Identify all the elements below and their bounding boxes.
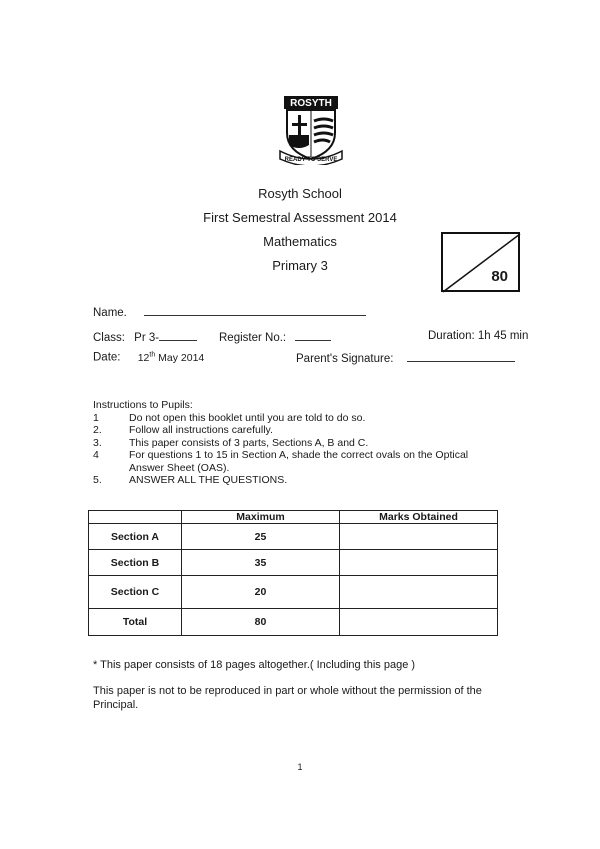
max-cell: 35: [182, 550, 340, 576]
instructions-heading: Instructions to Pupils:: [93, 399, 193, 411]
table-row: [89, 550, 498, 576]
signature-field[interactable]: [407, 351, 515, 362]
score-box-diagonal: [443, 234, 522, 294]
score-box-total: 80: [491, 268, 508, 285]
instruction-item: 4 For questions 1 to 15 in Section A, shade the correct ovals on the Optical Answer Sheet (OAS).: [93, 449, 469, 474]
instruction-item: 3. This paper consists of 3 parts, Sections A, B and C.: [93, 436, 369, 449]
name-field[interactable]: [144, 305, 366, 316]
page-number: 1: [297, 762, 303, 772]
date-row: [93, 351, 204, 364]
max-cell: 25: [182, 524, 340, 550]
pages-note: * This paper consists of 18 pages altogether.( Including this page ): [93, 659, 416, 671]
date-day: 12: [137, 351, 150, 364]
signature-row: [296, 351, 515, 365]
section-cell: Total: [89, 609, 182, 636]
assessment-title: First Semestral Assessment 2014: [203, 210, 397, 225]
max-cell: 80: [182, 609, 340, 636]
score-box: [441, 232, 520, 292]
section-cell: Section A: [89, 524, 182, 550]
table-header: Maximum: [182, 511, 340, 524]
level-title: Primary 3: [272, 258, 328, 273]
duration-label: Duration:: [428, 330, 475, 342]
date-suffix: th: [149, 351, 156, 358]
class-row: [93, 330, 197, 344]
date-label: Date:: [93, 351, 121, 364]
duration-row: [428, 330, 528, 342]
name-row: [93, 305, 366, 319]
table-header: Marks Obtained: [340, 511, 498, 524]
register-row: [219, 330, 331, 344]
crest-banner-bottom: READY TO SERVE: [284, 157, 338, 163]
class-field[interactable]: [159, 330, 197, 341]
instruction-item: 2. Follow all instructions carefully.: [93, 424, 273, 436]
school-name: Rosyth School: [258, 186, 342, 201]
signature-label: Parent's Signature:: [296, 353, 394, 365]
instructions: [93, 399, 485, 487]
date-value: [138, 352, 205, 364]
register-field[interactable]: [295, 330, 331, 341]
obtained-cell[interactable]: [340, 550, 498, 576]
table-row: [89, 524, 498, 550]
subject-title: Mathematics: [263, 234, 337, 249]
name-label: Name.: [93, 307, 127, 319]
marks-table: [88, 510, 498, 636]
section-cell: Section B: [89, 550, 182, 576]
school-crest-logo: [278, 95, 344, 165]
section-cell: Section C: [89, 576, 182, 609]
crest-banner-top: ROSYTH: [290, 98, 332, 109]
date-rest: May 2014: [158, 351, 205, 364]
class-label: Class:: [93, 332, 125, 344]
duration-value: 1h 45 min: [477, 330, 529, 342]
table-row: [89, 576, 498, 609]
instruction-item: 1 Do not open this booklet until you are told to do so.: [93, 411, 366, 424]
max-cell: 20: [182, 576, 340, 609]
register-label: Register No.:: [219, 332, 287, 344]
obtained-cell[interactable]: [340, 609, 498, 636]
copyright-note: This paper is not to be reproduced in part or whole without the permission of the Principal.: [93, 685, 482, 711]
instruction-item: 5. ANSWER ALL THE QUESTIONS.: [93, 474, 288, 486]
obtained-cell[interactable]: [340, 576, 498, 609]
obtained-cell[interactable]: [340, 524, 498, 550]
class-value: Pr 3-: [134, 332, 160, 344]
table-header-row: [89, 511, 498, 524]
table-header: [89, 511, 182, 524]
table-row: [89, 609, 498, 636]
